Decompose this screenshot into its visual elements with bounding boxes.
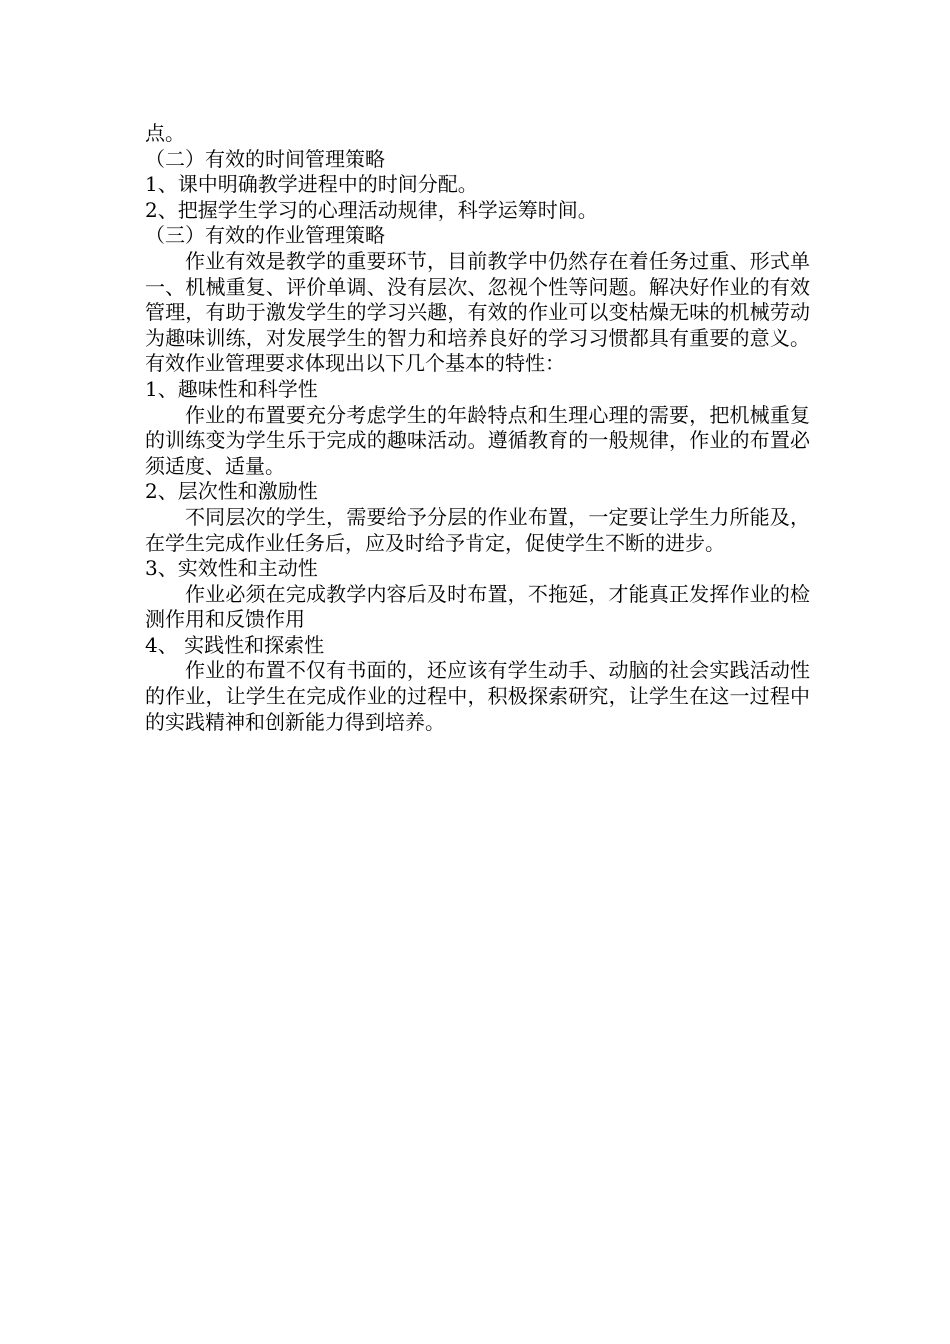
intro-paragraph: 作业有效是教学的重要环节，目前教学中仍然存在着任务过重、形式单一、机械重复、评价单调、没有层次、忽视个性等问题。解决好作业的有效管理，有助于激发学生的学习兴趣，有效的作业可以变枯燥无味的机械劳动为趣味训练，对发展学生的智力和培养良好的学习习惯都具有重要的意义。有效作业管理要求体现出以下几个基本的特性： — [145, 248, 810, 376]
subsection-body: 作业必须在完成教学内容后及时布置，不拖延，才能真正发挥作业的检测作用和反馈作用 — [145, 581, 810, 632]
subsection-body: 作业的布置要充分考虑学生的年龄特点和生理心理的需要，把机械重复的训练变为学生乐于完成的趣味活动。遵循教育的一般规律，作业的布置必须适度、适量。 — [145, 402, 810, 478]
list-item: 1、课中明确教学进程中的时间分配。 — [145, 172, 478, 197]
section-heading-homework-management: （三）有效的作业管理策略 — [145, 223, 385, 248]
subsection-heading: 3、实效性和主动性 — [145, 556, 318, 581]
subsection-heading: 2、层次性和激励性 — [145, 479, 318, 504]
section-heading-time-management: （二）有效的时间管理策略 — [145, 146, 385, 171]
subsection-heading: 4、 实践性和探索性 — [145, 632, 325, 657]
subsection-body: 作业的布置不仅有书面的，还应该有学生动手、动脑的社会实践活动性的作业，让学生在完成作业的过程中，积极探索研究，让学生在这一过程中的实践精神和创新能力得到培养。 — [145, 658, 810, 734]
subsection-body: 不同层次的学生，需要给予分层的作业布置，一定要让学生力所能及，在学生完成作业任务后，应及时给予肯定，促使学生不断的进步。 — [145, 504, 810, 555]
subsection-heading: 1、趣味性和科学性 — [145, 376, 318, 401]
paragraph-continuation: 点。 — [145, 121, 185, 145]
document-page — [145, 121, 810, 735]
list-item: 2、把握学生学习的心理活动规律，科学运筹时间。 — [145, 197, 598, 222]
